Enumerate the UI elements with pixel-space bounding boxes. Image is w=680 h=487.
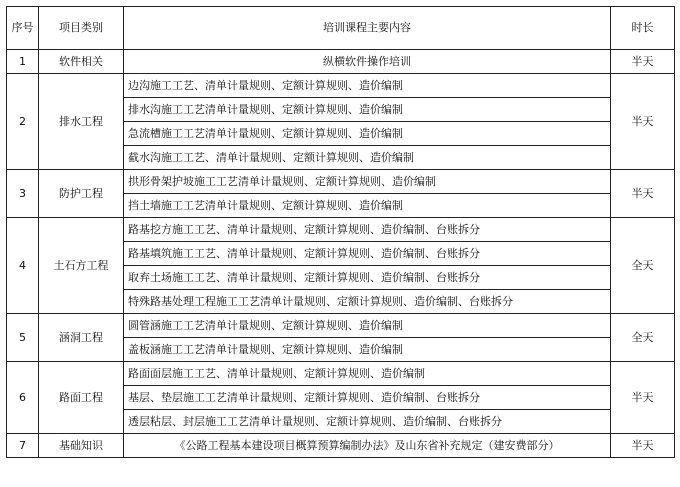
- row-content: 纵横软件操作培训: [124, 50, 611, 74]
- row-number: 7: [7, 434, 39, 458]
- row-duration: 全天: [611, 314, 675, 362]
- row-content: 圆管涵施工工艺清单计量规则、定额计算规则、造价编制: [124, 314, 611, 338]
- row-content: 挡土墙施工工艺清单计量规则、定额计算规则、造价编制: [124, 194, 611, 218]
- row-number: 3: [7, 170, 39, 218]
- table-header-row: [7, 7, 675, 50]
- training-course-table: [6, 6, 675, 458]
- row-category: 基础知识: [39, 434, 124, 458]
- row-duration: 半天: [611, 50, 675, 74]
- table-row: [7, 362, 675, 386]
- header-seq: 序号: [7, 7, 39, 50]
- row-content: 路基挖方施工工艺、清单计量规则、定额计算规则、造价编制、台账拆分: [124, 218, 611, 242]
- row-category: 排水工程: [39, 74, 124, 170]
- row-content: 拱形骨架护坡施工工艺清单计量规则、定额计算规则、造价编制: [124, 170, 611, 194]
- row-content: 路基填筑施工工艺、清单计量规则、定额计算规则、造价编制、台账拆分: [124, 242, 611, 266]
- row-category: 路面工程: [39, 362, 124, 434]
- row-number: 1: [7, 50, 39, 74]
- row-content: 排水沟施工工艺清单计量规则、定额计算规则、造价编制: [124, 98, 611, 122]
- table-row: [7, 314, 675, 338]
- row-number: 4: [7, 218, 39, 314]
- row-content: 盖板涵施工工艺清单计量规则、定额计算规则、造价编制: [124, 338, 611, 362]
- header-content: 培训课程主要内容: [124, 7, 611, 50]
- row-content: 基层、垫层施工工艺清单计量规则、定额计算规则、造价编制、台账拆分: [124, 386, 611, 410]
- row-category: 涵洞工程: [39, 314, 124, 362]
- row-duration: 半天: [611, 362, 675, 434]
- row-number: 2: [7, 74, 39, 170]
- row-duration: 半天: [611, 170, 675, 218]
- row-category: 软件相关: [39, 50, 124, 74]
- row-content: 路面面层施工工艺、清单计量规则、定额计算规则、造价编制: [124, 362, 611, 386]
- row-category: 防护工程: [39, 170, 124, 218]
- row-content: 边沟施工工艺、清单计量规则、定额计算规则、造价编制: [124, 74, 611, 98]
- header-duration: 时长: [611, 7, 675, 50]
- table-row: [7, 218, 675, 242]
- row-duration: 半天: [611, 434, 675, 458]
- row-number: 5: [7, 314, 39, 362]
- header-category: 项目类别: [39, 7, 124, 50]
- row-content: 取弃土场施工工艺、清单计量规则、定额计算规则、造价编制、台账拆分: [124, 266, 611, 290]
- row-content: 截水沟施工工艺、清单计量规则、定额计算规则、造价编制: [124, 146, 611, 170]
- table-row: [7, 74, 675, 98]
- row-content: 《公路工程基本建设项目概算预算编制办法》及山东省补充规定（建安费部分）: [124, 434, 611, 458]
- row-duration: 全天: [611, 218, 675, 314]
- row-content: 急流槽施工工艺清单计量规则、定额计算规则、造价编制: [124, 122, 611, 146]
- row-content: 透层粘层、封层施工工艺清单计量规则、定额计算规则、造价编制、台账拆分: [124, 410, 611, 434]
- row-number: 6: [7, 362, 39, 434]
- row-content: 特殊路基处理工程施工工艺清单计量规则、定额计算规则、造价编制、台账拆分: [124, 290, 611, 314]
- row-duration: 半天: [611, 74, 675, 170]
- row-category: 土石方工程: [39, 218, 124, 314]
- table-row: [7, 170, 675, 194]
- table-row: [7, 50, 675, 74]
- table-row: [7, 434, 675, 458]
